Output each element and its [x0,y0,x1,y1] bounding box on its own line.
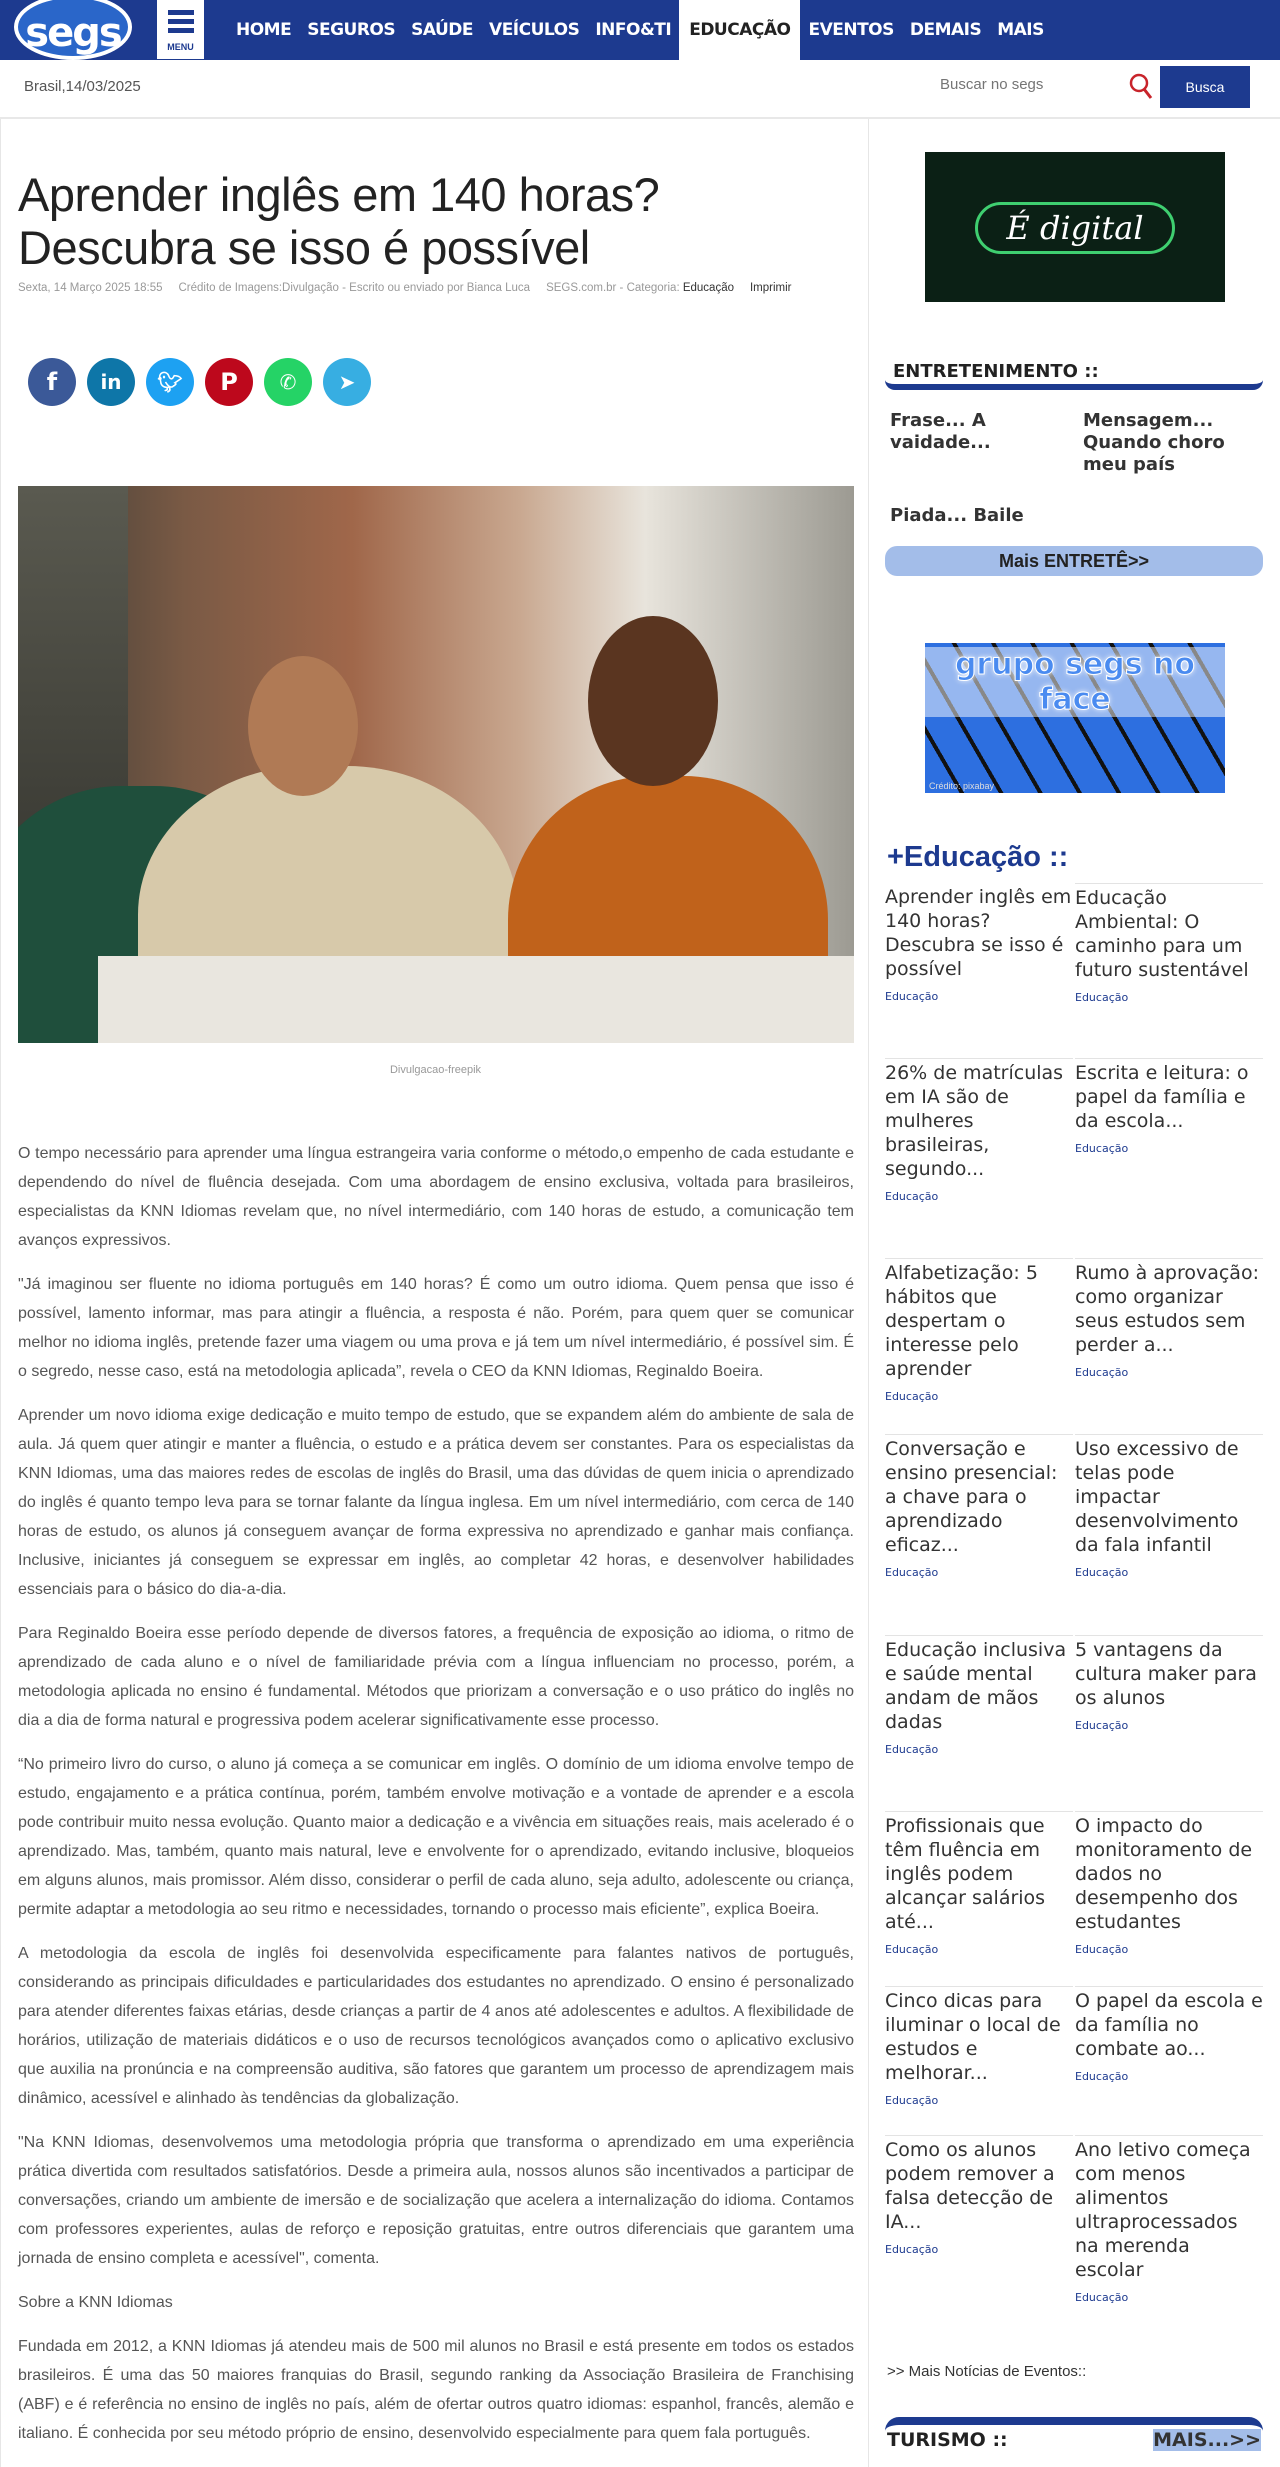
educacao-item[interactable] [885,883,1073,1003]
educacao-item-title[interactable]: Uso excessivo de telas pode impactar desenvolvimento da fala infantil [1075,1438,1239,1556]
educacao-item-title[interactable]: Conversação e ensino presencial: a chave para o aprendizado eficaz... [885,1438,1058,1556]
educacao-item-title[interactable]: O impacto do monitoramento de dados no desempenho dos estudantes [1075,1815,1253,1933]
more-events-link[interactable]: >> Mais Notícias de Eventos:: [887,2363,1087,2380]
entretenimento-item[interactable]: Mensagem... Quando choro meu país [1083,410,1225,475]
banner-credit: Crédito: pixabay [929,781,995,791]
educacao-item-title[interactable]: Educação Ambiental: O caminho para um futuro sustentável [1075,887,1249,981]
educacao-header: +Educação :: [887,841,1069,873]
educacao-item[interactable] [1075,1258,1263,1379]
educacao-item-category[interactable]: Educação [885,1190,939,1203]
educacao-item-category[interactable]: Educação [1075,1719,1129,1732]
article-paragraph: “No primeiro livro do curso, o aluno já começa a se comunicar em inglês. O domínio de um idioma envolve tempo de estudo, engajamento e a prática contínua, porém, também envolve motivação e a vontade de aprender e a escola pode contribuir muito nessa evolução. Quanto maior a dedicação e a vivência em situações reais, mais acelerado é o aprendizado. Mas, também, quanto mais natural, leve e envolvente for o aprendizado, evitando inclusive, bloqueios em alguns alunos, mais promissor. Além disso, considerar o perfil de cada aluno, seja adulto, adolescente ou criança, permite adaptar a metodologia ao seu ritmo e necessidades, tornando o processo mais eficiente”, explica Boeira. [18,1756,854,1918]
article-title: Aprender inglês em 140 horas? Descubra se isso é possível [18,168,660,274]
educacao-item-category[interactable]: Educação [1075,2070,1129,2083]
facebook-icon[interactable]: f [28,358,76,406]
article-meta [18,282,792,294]
article [0,119,869,2467]
turismo-header [885,2417,1263,2467]
educacao-item[interactable] [885,1258,1073,1403]
educacao-item[interactable] [1075,1058,1263,1155]
educacao-item-category[interactable]: Educação [885,2094,939,2107]
print-link[interactable]: Imprimir [749,282,792,294]
whatsapp-icon[interactable]: ✆ [264,358,312,406]
educacao-item-category[interactable]: Educação [1075,991,1129,1004]
article-photo [18,486,854,1043]
educacao-item[interactable] [885,1058,1073,1203]
educacao-item-category[interactable]: Educação [885,1743,939,1756]
search-input[interactable] [940,76,1120,93]
nav-item[interactable]: EDUCAÇÃO [679,0,800,60]
nav-item[interactable]: SAÚDE [411,20,474,40]
educacao-item-category[interactable]: Educação [885,1390,939,1403]
search-button[interactable]: Busca [1160,66,1250,108]
facebook-group-banner[interactable] [925,643,1225,793]
article-paragraph: Fundada em 2012, a KNN Idiomas já atendeu mais de 500 mil alunos no Brasil e está presente em todos os estados brasileiros. É uma das 50 maiores franquias do Brasil, segundo ranking da Associação Brasileira de Franchising (ABF) e é referência no ensino de inglês no país, além de ofertar outros quatro idiomas: espanhol, francês, alemão e italiano. É conhecida por seu método próprio de ensino, desenvolvido especialmente para quem fala português. [18,2338,854,2442]
educacao-item-title[interactable]: Ano letivo começa com menos alimentos ultraprocessados na merenda escolar [1075,2139,1251,2281]
article-paragraph: "Na KNN Idiomas, desenvolvemos uma metodologia própria que transforma o aprendizado em uma experiência prática divertida com resultados satisfatórios. Desde a primeira aula, nossos alunos são incentivados a participar de conversações, criando um ambiente de imersão e de socialização que acelera a internalização do idioma. Contamos com professores experientes, aulas de reforço e reposição gratuitas, entre outros diferenciais que garantem uma jornada de ensino completa e acessível", comenta. [18,2134,854,2267]
top-nav [0,0,1280,60]
image-caption: Divulgacao-freepik [389,1064,482,1076]
educacao-item-title[interactable]: O papel da escola e da família no combate ao... [1075,1990,1263,2060]
educacao-item-title[interactable]: Como os alunos podem remover a falsa detecção de IA... [885,2139,1055,2233]
educacao-item[interactable] [1075,2135,1263,2304]
nav-items [228,0,1052,60]
educacao-item[interactable] [1075,883,1263,1004]
educacao-item[interactable] [1075,1811,1263,1956]
article-credit: Crédito de Imagens:Divulgação - Escrito ou enviado por Bianca Luca [178,282,531,294]
educacao-item-category[interactable]: Educação [1075,2291,1129,2304]
article-body [18,1139,854,2463]
educacao-item[interactable] [1075,1986,1263,2083]
twitter-icon[interactable]: 🐦︎ [146,358,194,406]
share-buttons [28,358,371,406]
article-date: Sexta, 14 Março 2025 18:55 [18,282,163,294]
educacao-item-category[interactable]: Educação [1075,1566,1129,1579]
educacao-item[interactable] [885,1635,1073,1756]
article-paragraph: "Já imaginou ser fluente no idioma português em 140 horas? É como um outro idioma. Quem pensa que isso é possível, lamento informar, mas para atingir a fluência, a resposta é não. Porém, para quem quer se comunicar melhor no idioma inglês, pretende fazer uma viagem ou uma prova e já tem um nível intermediário, é possível sim. É o segredo, nesse caso, está na metodologia aplicada”, revela o CEO da KNN Idiomas, Reginaldo Boeira. [18,1276,854,1380]
menu-label: MENU [167,42,194,52]
pinterest-icon[interactable]: P [205,358,253,406]
linkedin-icon[interactable]: in [87,358,135,406]
educacao-item-category[interactable]: Educação [885,1566,939,1579]
educacao-item-category[interactable]: Educação [885,1943,939,1956]
segs-logo[interactable]: segs [14,0,132,60]
article-paragraph: Aprender um novo idioma exige dedicação e muito tempo de estudo, que se expandem além do ambiente de sala de aula. Já quem quer atingir e manter a fluência, o estudo e a prática devem ser constantes. Para os especialistas da KNN Idiomas, uma das maiores redes de escolas de inglês do Brasil, uma das dúvidas de quem inicia o aprendizado do inglês é quanto tempo leva para se tornar falante da língua inglesa. Em um nível intermediário, com cerca de 140 horas de estudo, os alunos já conseguem avançar de forma expressiva no aprendizado e ganhar mais confiança. Inclusive, iniciantes já conseguem se expressar em inglês, ao completar 42 horas, e desenvolver habilidades essenciais para o básico do dia-a-dia. [18,1407,854,1598]
current-date: Brasil,14/03/2025 [24,78,141,95]
entretenimento-item[interactable]: Frase... A vaidade... [890,410,991,453]
entretenimento-item[interactable]: Piada... Baile [890,505,1024,526]
educacao-item-title[interactable]: Cinco dicas para iluminar o local de estudos e melhorar... [885,1990,1061,2084]
nav-item[interactable]: VEÍCULOS [489,20,580,40]
educacao-item[interactable] [1075,1635,1263,1732]
educacao-item-category[interactable]: Educação [1075,1366,1129,1379]
banner-text: grupo segs no face [925,647,1225,717]
educacao-item-category[interactable]: Educação [885,2243,939,2256]
nav-item[interactable]: HOME [236,20,292,40]
subheader [0,60,1280,119]
educacao-item[interactable] [1075,1434,1263,1579]
educacao-item[interactable] [885,1986,1073,2107]
educacao-item[interactable] [885,1811,1073,1956]
educacao-item-title[interactable]: Aprender inglês em 140 horas? Descubra se isso é possível [885,886,1072,980]
more-entretenimento-button[interactable]: Mais ENTRETÊ>> [885,546,1263,576]
menu-button[interactable] [157,0,204,59]
nav-item[interactable]: EVENTOS [808,20,894,40]
educacao-item[interactable] [885,1434,1073,1579]
educacao-item-title[interactable]: 5 vantagens da cultura maker para os alunos [1075,1639,1257,1709]
ad-banner[interactable] [925,152,1225,302]
nav-item[interactable]: DEMAIS [909,20,982,40]
article-paragraph: Sobre a KNN Idiomas [18,2294,173,2311]
nav-item[interactable]: MAIS [997,20,1044,40]
entretenimento-header: ENTRETENIMENTO :: [885,360,1263,390]
article-paragraph: Para Reginaldo Boeira esse período depende de diversos fatores, a frequência de exposição ao idioma, o ritmo de aprendizado de cada aluno e o nível de familiaridade prévia com a língua influenciam no processo, porém, a metodologia aplicada no ensino é fundamental. Métodos que priorizam a conversação e o uso prático do inglês no dia a dia de forma natural e progressiva podem acelerar significativamente esse processo. [18,1625,854,1729]
article-paragraph: A metodologia da escola de inglês foi desenvolvida especificamente para falantes nativos de português, considerando as principais dificuldades e particularidades dos estudantes no aprendizado. O ensino é personalizado para atender diferentes faixas etárias, desde crianças a partir de 4 anos até adolescentes e adultos. A flexibilidade de horários, utilização de materiais didáticos e o uso de recursos tecnológicos avançados como o aplicativo exclusivo que auxilia na pronúncia e na compreensão auditiva, são fatores que garantem um processo de aprendizagem mais dinâmico, acessível e alinhado às tendências da globalização. [18,1945,854,2107]
educacao-item-title[interactable]: Escrita e leitura: o papel da família e da escola... [1075,1062,1249,1132]
educacao-item-category[interactable]: Educação [1075,1142,1129,1155]
telegram-icon[interactable]: ➤ [323,358,371,406]
article-paragraph: O tempo necessário para aprender uma língua estrangeira varia conforme o método,o empenho de cada estudante e dependendo do nível de fluência desejada. Com uma abordagem de ensino exclusiva, voltada para brasileiros, especialistas da KNN Idiomas revelam que, no nível intermediário, com 140 horas de estudo, a comunicação tem avanços expressivos. [18,1145,854,1249]
search-icon[interactable] [1128,72,1154,100]
article-source: SEGS.com.br - Categoria: [546,282,680,294]
educacao-item-title[interactable]: Rumo à aprovação: como organizar seus estudos sem perder a... [1075,1262,1259,1356]
category-link[interactable]: Educação [682,282,734,294]
educacao-item-title[interactable]: Educação inclusiva e saúde mental andam de mãos dadas [885,1639,1067,1733]
educacao-item-title[interactable]: 26% de matrículas em IA são de mulheres brasileiras, segundo... [885,1062,1064,1180]
educacao-item-category[interactable]: Educação [1075,1943,1129,1956]
educacao-item-title[interactable]: Profissionais que têm fluência em inglês podem alcançar salários até... [885,1815,1046,1933]
nav-item[interactable]: INFO&TI [595,20,672,40]
educacao-item[interactable] [885,2135,1073,2256]
nav-item[interactable]: SEGUROS [307,20,396,40]
educacao-item-title[interactable]: Alfabetização: 5 hábitos que despertam o interesse pelo aprender [885,1262,1038,1380]
ad-text: É digital [975,202,1175,254]
turismo-more-link[interactable]: MAIS...>> [1153,2429,1261,2451]
turismo-title: TURISMO :: [887,2429,1008,2451]
educacao-item-category[interactable]: Educação [885,990,939,1003]
hamburger-icon [168,10,194,33]
